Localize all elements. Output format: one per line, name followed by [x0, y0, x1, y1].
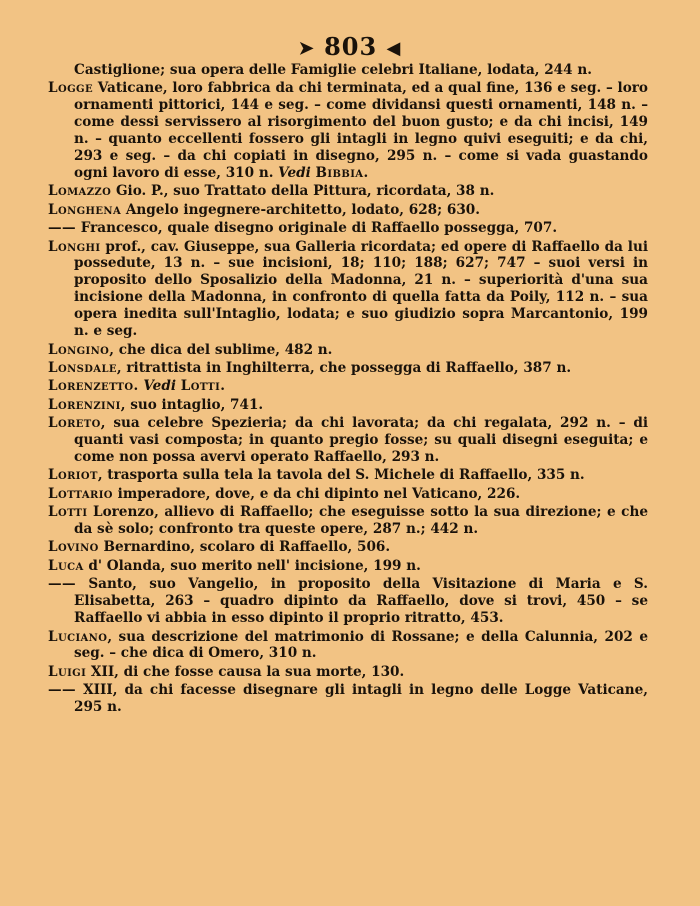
entry-headword: Lottario — [48, 485, 113, 502]
entry-text: , trasporta sulla tela la tavola del S. Michele di Raffaello, 335 n. — [97, 467, 585, 484]
entry-text: , ritrattista in Inghilterra, che possegga di Raffaello, 387 n. — [116, 359, 572, 376]
index-entry — [48, 360, 648, 377]
index-entry — [48, 397, 648, 414]
entry-text: , che dica del sublime, 482 n. — [109, 341, 333, 358]
entry-headword: Luca — [48, 557, 84, 574]
entry-text: Bernardino, scolaro di Raffaello, 506. — [98, 539, 391, 556]
entry-text: XII, di che fosse causa la sua morte, 130. — [86, 663, 405, 680]
page-number: 803 — [324, 32, 378, 61]
entry-headword: Lorenzetto. — [48, 378, 139, 395]
entry-headword: Loreto — [48, 415, 101, 432]
entry-headword: —— — [48, 220, 76, 237]
index-entry — [48, 467, 648, 484]
index-entry — [48, 486, 648, 503]
index-entry — [48, 558, 648, 575]
entry-text: Santo, suo Vangelio, in proposito della Visitazione di Maria e S. Elisabetta, 263 – quadro dipinto da Raffaello, dove si trovi, 450 – se Raffaello vi abbia in esso dipinto il proprio ritratto, 453. — [74, 576, 648, 627]
entry-headword: —— — [48, 576, 76, 593]
entry-headword: Luigi — [48, 663, 87, 680]
index-entry-continuation — [48, 62, 648, 79]
entry-headword: Luciano — [48, 628, 108, 645]
entry-headword: Lotti — [48, 504, 88, 521]
entry-text: Castiglione; sua opera delle Famiglie celebri Italiane, lodata, 244 n. — [74, 62, 592, 78]
see-reference-label: Vedi — [273, 164, 316, 181]
index-entry — [48, 539, 648, 556]
entry-text: , sua descrizione del matrimonio di Rossane; e della Calunnia, 202 e seg. – che dica di Omero, 310 n. — [74, 628, 648, 662]
index-entry — [48, 504, 648, 538]
see-reference-target: Lotti. — [180, 378, 226, 395]
index-entry — [48, 80, 648, 181]
entry-headword: Longino — [48, 341, 110, 358]
entry-headword: Lomazzo — [48, 183, 112, 200]
index-entries — [48, 62, 648, 718]
entry-text: Gio. P., suo Trattato della Pittura, ricordata, 38 n. — [111, 183, 495, 200]
entry-text: Vaticane, loro fabbrica da chi terminata, ed a qual fine, 136 e seg. – loro ornamenti pittorici, 144 e seg. – come dividansi questi ornamenti, 148 n. – come dessi servissero al risorgimento del buon gusto; e da chi incisi, 149 n. – quanto eccellenti fossero gli intagli in legno quivi eseguiti; e da chi, 293 e seg. – da chi copiati in disegno, 295 n. – come si vada guastando ogni lavoro di esse, 310 n. — [74, 80, 648, 181]
entry-text: d' Olanda, suo merito nell' incisione, 199 n. — [83, 557, 421, 574]
entry-text: Francesco, quale disegno originale di Raffaello possegga, 707. — [76, 220, 558, 237]
see-reference-target: Bibbia. — [315, 164, 369, 181]
entry-headword: —— — [48, 682, 76, 699]
entry-text: , suo intaglio, 741. — [120, 396, 264, 413]
entry-headword: Lorenzini — [48, 396, 121, 413]
entry-headword: Lovino — [48, 539, 99, 556]
index-entry — [48, 220, 648, 237]
entry-text: imperadore, dove, e da chi dipinto nel Vaticano, 226. — [112, 485, 521, 502]
index-entry — [48, 415, 648, 466]
entry-headword: Logge — [48, 80, 93, 97]
entry-headword: Loriot — [48, 467, 98, 484]
right-ornament-icon: ◀ — [386, 38, 402, 59]
entry-text: , sua celebre Spezieria; da chi lavorata; da chi regalata, 292 n. – di quanti vasi composta; in quanto pregio fosse; su quali disegni eseguita; e come non possa avervi operato Raffaello, 293 n. — [74, 415, 648, 465]
index-entry — [48, 576, 648, 627]
left-ornament-icon: ➤ — [298, 38, 315, 59]
entry-text: XIII, da chi facesse disegnare gli intagli in legno delle Logge Vaticane, 295 n. — [74, 682, 648, 716]
see-reference-label: Vedi — [143, 378, 181, 395]
entry-text: Angelo ingegnere-architetto, lodato, 628; 630. — [121, 201, 480, 218]
entry-text: Lorenzo, allievo di Raffaello; che eseguisse sotto la sua direzione; e che da sè solo; confronto tra queste opere, 287 n.; 442 n. — [74, 504, 648, 538]
index-entry — [48, 378, 648, 395]
index-entry — [48, 183, 648, 200]
index-entry — [48, 342, 648, 359]
index-entry — [48, 664, 648, 681]
index-entry — [48, 239, 648, 340]
page-header — [0, 32, 700, 61]
entry-headword: Longhi — [48, 238, 101, 255]
index-entry — [48, 629, 648, 663]
index-entry — [48, 202, 648, 219]
index-entry — [48, 682, 648, 716]
entry-text: prof., cav. Giuseppe, sua Galleria ricordata; ed opere di Raffaello da lui possedute, 13 n. – sue incisioni, 18; 110; 188; 627; 747 – suoi versi in proposito dello Sposalizio della Madonna, 21 n. – superiorità d'una sua incisione della Madonna, in confronto di quella fatta da Poily, 112 n. – sua opera inedita sull'Intaglio, lodata; e suo giudizio sopra Marcantonio, 199 n. e seg. — [74, 238, 648, 340]
entry-headword: Lonsdale — [48, 359, 117, 376]
entry-headword: Longhena — [48, 201, 122, 218]
